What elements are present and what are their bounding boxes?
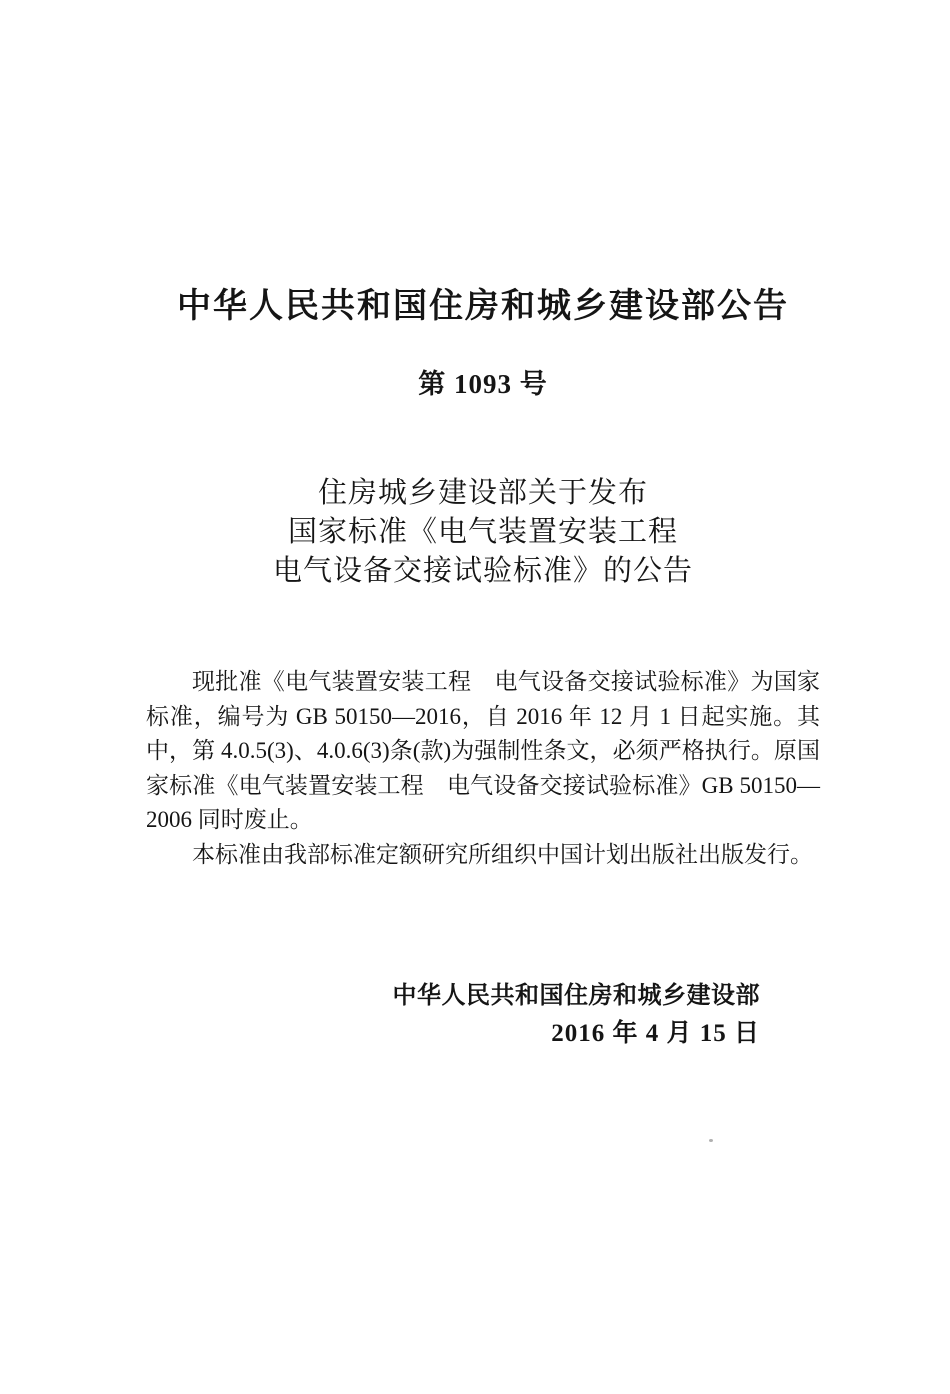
scan-artifact-speck — [709, 1139, 713, 1142]
subtitle-line-1: 住房城乡建设部关于发布 — [317, 477, 648, 509]
subtitle-line-3: 电气设备交接试验标准》的公告 — [272, 555, 693, 587]
document-title: 中华人民共和国住房和城乡建设部公告 — [177, 287, 789, 325]
announcement-subtitle — [16, 474, 950, 591]
signature-date: 2016 年 4 月 15 日 — [551, 1020, 760, 1047]
body-paragraph-1: 现批准《电气装置安装工程 电气设备交接试验标准》为国家标准，编号为 GB 50150—2016，自 2016 年 12 月 1 日起实施。其中，第 4.0.5(3)、4.0.6(3)条(款)为强制性条文，必须严格执行。原国家标准《电气装置安装工程 电气设备交接试验标准》GB 50150—2006 同时废止。 — [146, 669, 820, 832]
issue-number: 第 1093 号 — [418, 369, 548, 399]
subtitle-line-2: 国家标准《电气装置安装工程 — [287, 516, 678, 548]
announcement-body — [146, 665, 820, 872]
signature-ministry: 中华人民共和国住房和城乡建设部 — [392, 982, 760, 1009]
body-paragraph-2: 本标准由我部标准定额研究所组织中国计划出版社出版发行。 — [192, 841, 813, 867]
